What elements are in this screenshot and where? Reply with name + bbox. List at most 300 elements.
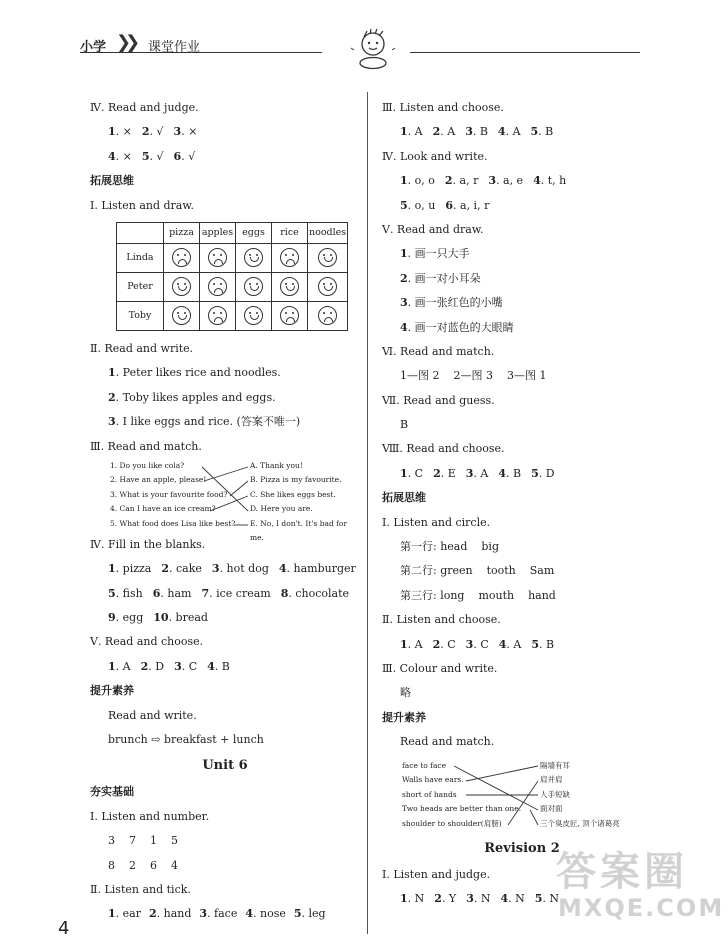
item-number: 2 bbox=[148, 907, 157, 921]
word-brunch: brunch bbox=[108, 733, 148, 747]
watermark-url: MXQE.COM bbox=[558, 894, 725, 922]
sentence-item: 1. Peter likes rice and noodles. bbox=[108, 366, 281, 380]
face-cell bbox=[308, 301, 348, 330]
item-answer: . hot dog bbox=[219, 562, 269, 576]
column-header: apples bbox=[200, 222, 236, 243]
answer-item bbox=[108, 125, 132, 138]
sad-face-icon bbox=[208, 306, 227, 325]
answer-item bbox=[498, 467, 521, 480]
match-left-item: 3. What is your favourite food? bbox=[110, 489, 228, 499]
match-right-item: D. Here you are. bbox=[250, 504, 313, 514]
match-right-item: 面对面 bbox=[540, 804, 563, 814]
match-left-item: face to face bbox=[402, 760, 447, 770]
sentence-item: 2. 画一对小耳朵 bbox=[400, 271, 481, 285]
happy-face-icon bbox=[280, 277, 299, 296]
section-title: Ⅰ. Listen and circle. bbox=[382, 515, 491, 529]
face-cell bbox=[308, 272, 348, 301]
item-number: 6 bbox=[152, 586, 161, 600]
face-cell bbox=[236, 272, 272, 301]
happy-face-icon bbox=[244, 306, 263, 325]
section-title: Read and write. bbox=[108, 708, 197, 722]
item-answer: . N bbox=[407, 891, 425, 905]
item-number: 2 bbox=[161, 562, 170, 576]
item-answer: . A bbox=[506, 637, 522, 651]
sad-face-icon bbox=[172, 248, 191, 267]
item-answer: . B bbox=[506, 466, 522, 480]
match-right-item: C. She likes eggs best. bbox=[250, 489, 336, 499]
item-answer: . hamburger bbox=[286, 562, 356, 576]
answer-row bbox=[90, 655, 360, 679]
arrow-right-icon: ⇨ bbox=[151, 733, 161, 747]
item-number: 3 bbox=[108, 415, 116, 429]
answer-text: 略 bbox=[400, 686, 411, 700]
answer-item bbox=[400, 199, 435, 212]
sentence-item: 3. I like eggs and rice. (答案不唯一) bbox=[108, 415, 301, 429]
word-parts: breakfast + lunch bbox=[163, 733, 264, 747]
item-number: 10 bbox=[153, 611, 169, 625]
answer-item bbox=[161, 562, 202, 575]
section-title: Read and match. bbox=[400, 735, 495, 749]
sad-face-icon bbox=[280, 248, 299, 267]
item-number: 4 bbox=[533, 174, 541, 188]
sentence-item: 3. 画一张红色的小嘴 bbox=[400, 296, 503, 310]
item-number: 5 bbox=[531, 637, 539, 651]
row-name: Toby bbox=[117, 301, 164, 330]
happy-face-icon bbox=[318, 277, 337, 296]
item-text: I like eggs and rice. (答案不唯一) bbox=[122, 415, 301, 429]
item-answer: . leg bbox=[301, 907, 326, 921]
word-formula bbox=[90, 728, 360, 752]
answer-item bbox=[488, 174, 523, 187]
item-text: Peter likes rice and noodles. bbox=[122, 366, 281, 380]
answer-item bbox=[465, 125, 488, 138]
answer-text: 1—图 2 2—图 3 3—图 1 bbox=[400, 369, 547, 383]
sad-face-icon bbox=[208, 248, 227, 267]
item-number: 3 bbox=[211, 562, 220, 576]
answer-item bbox=[433, 125, 456, 138]
item-number: 2 bbox=[433, 466, 441, 480]
heading-extend: 拓展思维 bbox=[382, 491, 426, 505]
answer-item bbox=[245, 907, 286, 920]
answer-item bbox=[108, 562, 151, 575]
item-answer: . C bbox=[440, 637, 456, 651]
answer-row bbox=[382, 462, 662, 486]
answer-item bbox=[108, 660, 131, 673]
section-title: Ⅲ. Read and match. bbox=[90, 439, 202, 453]
item-answer: . ice cream bbox=[209, 586, 271, 600]
row-name: Linda bbox=[117, 243, 164, 272]
answer-row bbox=[90, 145, 360, 169]
answer-item bbox=[153, 587, 192, 600]
answer-item bbox=[142, 125, 164, 138]
match-left-item: Two heads are better than one. bbox=[402, 804, 522, 814]
match-exercise bbox=[110, 459, 360, 543]
item-number: 2 bbox=[432, 125, 441, 139]
item-number: 4 bbox=[400, 320, 408, 334]
header-title: 课堂作业 bbox=[148, 40, 201, 55]
item-number: 2 bbox=[444, 174, 453, 188]
answer-row bbox=[382, 633, 662, 657]
match-left-list bbox=[110, 459, 235, 532]
item-number: 1 bbox=[400, 891, 408, 905]
section-title: Ⅳ. Read and judge. bbox=[90, 101, 199, 114]
circle-answer-row: 第三行: long mouth hand bbox=[400, 588, 556, 602]
column-header: eggs bbox=[236, 222, 272, 243]
section-title: Ⅰ. Listen and judge. bbox=[382, 867, 491, 881]
item-number: 1 bbox=[108, 366, 116, 380]
item-answer: . A bbox=[440, 125, 456, 139]
answer-item bbox=[153, 611, 208, 624]
answer-row bbox=[90, 120, 360, 144]
face-cell bbox=[308, 243, 348, 272]
answer-item bbox=[400, 638, 423, 651]
header-label: 小学 bbox=[80, 40, 107, 55]
answer-item bbox=[281, 587, 349, 600]
item-number: 6 bbox=[173, 149, 182, 163]
answer-item bbox=[445, 174, 478, 187]
answer-item bbox=[531, 467, 554, 480]
item-answer: . A bbox=[473, 466, 489, 480]
watermark-logo-text: 答案圈 bbox=[556, 849, 688, 895]
item-number: 5 bbox=[400, 198, 408, 212]
item-number: 4 bbox=[498, 466, 507, 480]
item-answer: . N bbox=[542, 891, 560, 905]
item-answer: . B bbox=[538, 125, 554, 139]
item-answer: . ear bbox=[115, 907, 141, 921]
header-rule-left bbox=[80, 52, 322, 53]
answer-item bbox=[201, 587, 270, 600]
section-title: Ⅱ. Listen and tick. bbox=[90, 882, 191, 896]
item-text: 画一对蓝色的大眼睛 bbox=[414, 320, 514, 334]
answer-text: B bbox=[400, 418, 409, 432]
item-number: 2 bbox=[140, 659, 149, 673]
answer-item bbox=[466, 467, 489, 480]
section-title: Ⅱ. Read and write. bbox=[90, 341, 194, 355]
answer-item bbox=[400, 467, 423, 480]
answer-item bbox=[174, 125, 198, 138]
item-answer: . N bbox=[508, 891, 525, 905]
right-column bbox=[382, 96, 662, 911]
table-row bbox=[117, 272, 348, 301]
table-corner bbox=[117, 222, 164, 243]
watermark bbox=[556, 840, 725, 922]
match-left-item: short of hands bbox=[402, 789, 457, 799]
item-answer: . chocolate bbox=[288, 586, 350, 600]
item-answer: . √ bbox=[149, 125, 164, 139]
item-answer: . t, h bbox=[540, 174, 567, 188]
column-divider bbox=[367, 92, 368, 934]
answer-item bbox=[108, 587, 143, 600]
item-answer: . √ bbox=[149, 149, 164, 163]
face-cell bbox=[236, 301, 272, 330]
item-number: 3 bbox=[400, 296, 408, 310]
item-number: 4 bbox=[108, 149, 116, 163]
item-number: 4 bbox=[498, 637, 507, 651]
column-header: pizza bbox=[164, 222, 200, 243]
answer-item bbox=[500, 892, 524, 905]
section-title: Ⅰ. Listen and number. bbox=[90, 809, 210, 823]
page-number: 4 bbox=[58, 918, 70, 939]
item-answer: . a, i, r bbox=[453, 198, 490, 212]
item-number: 5 bbox=[530, 125, 539, 139]
circle-answer-row: 第二行: green tooth Sam bbox=[400, 564, 555, 578]
face-cell bbox=[200, 272, 236, 301]
answer-item bbox=[141, 660, 164, 673]
item-answer: . Y bbox=[441, 891, 457, 905]
sad-face-icon bbox=[208, 277, 227, 296]
item-number: 4 bbox=[500, 891, 509, 905]
item-number: 4 bbox=[278, 562, 287, 576]
section-title: Ⅳ. Fill in the blanks. bbox=[90, 537, 206, 551]
item-number: 3 bbox=[174, 659, 182, 673]
section-title: Ⅴ. Read and choose. bbox=[90, 635, 204, 649]
answer-item bbox=[108, 907, 141, 920]
match-right-item: A. Thank you! bbox=[250, 460, 303, 470]
answer-item bbox=[199, 907, 237, 920]
happy-face-icon bbox=[318, 248, 337, 267]
happy-face-icon bbox=[172, 277, 191, 296]
answer-row bbox=[382, 120, 662, 144]
item-answer: . × bbox=[181, 125, 198, 139]
sad-face-icon bbox=[280, 306, 299, 325]
heading-extend: 拓展思维 bbox=[90, 174, 134, 188]
table-row bbox=[117, 301, 348, 330]
circle-answer-row: 第一行: head big bbox=[400, 540, 499, 554]
item-answer: . B bbox=[472, 125, 488, 139]
mascot-icon bbox=[348, 28, 398, 72]
item-answer: . × bbox=[115, 125, 132, 139]
sad-face-icon bbox=[318, 306, 337, 325]
heading-improve: 提升素养 bbox=[90, 684, 134, 698]
answer-row bbox=[90, 557, 360, 581]
sentence-item: 4. 画一对蓝色的大眼睛 bbox=[400, 320, 514, 334]
answer-item bbox=[108, 611, 143, 624]
sentence-item: 2. Toby likes apples and eggs. bbox=[108, 390, 276, 404]
match-right-item: 人手短缺 bbox=[540, 789, 570, 799]
match-right-item: 肩并肩 bbox=[540, 775, 563, 785]
column-header: rice bbox=[272, 222, 308, 243]
item-number: 6 bbox=[445, 198, 454, 212]
item-number: 1 bbox=[108, 907, 116, 921]
answer-item bbox=[533, 174, 566, 187]
match-right-item: B. Pizza is my favourite. bbox=[250, 475, 342, 485]
item-number: 2 bbox=[400, 271, 408, 285]
item-number: 3 bbox=[173, 125, 182, 139]
happy-face-icon bbox=[172, 306, 191, 325]
item-answer: . bread bbox=[168, 611, 208, 625]
item-number: 1 bbox=[400, 125, 408, 139]
item-answer: . a, r bbox=[452, 174, 479, 188]
heading-basic: 夯实基础 bbox=[90, 785, 134, 799]
answer-row bbox=[90, 606, 360, 630]
section-title: Ⅰ. Listen and draw. bbox=[90, 198, 194, 212]
number-row: 3 7 1 5 bbox=[108, 834, 178, 848]
row-name: Peter bbox=[117, 272, 164, 301]
item-answer: . × bbox=[115, 149, 132, 163]
answer-item bbox=[400, 125, 423, 138]
faces-table bbox=[116, 222, 348, 331]
face-cell bbox=[236, 243, 272, 272]
item-answer: . o, o bbox=[407, 174, 435, 188]
answer-item bbox=[108, 150, 132, 163]
item-answer: . B bbox=[539, 637, 555, 651]
item-answer: . D bbox=[538, 466, 555, 480]
number-row: 8 2 6 4 bbox=[108, 858, 178, 872]
match-right-item: 隔墙有耳 bbox=[540, 760, 570, 770]
item-number: 3 bbox=[465, 125, 473, 139]
item-answer: . cake bbox=[169, 562, 202, 576]
answer-row bbox=[90, 902, 360, 926]
item-answer: . √ bbox=[181, 149, 196, 163]
item-answer: . o, u bbox=[407, 198, 436, 212]
face-cell bbox=[164, 301, 200, 330]
item-number: 5 bbox=[108, 586, 116, 600]
item-number: 5 bbox=[534, 891, 543, 905]
answer-item bbox=[400, 174, 435, 187]
item-answer: . ham bbox=[160, 586, 192, 600]
match-right-item: E. No, I don't. It's bad for me. bbox=[250, 518, 348, 543]
match-left-item: 1. Do you like cola? bbox=[110, 460, 185, 470]
item-number: 1 bbox=[108, 125, 116, 139]
item-number: 4 bbox=[245, 907, 254, 921]
answer-row bbox=[382, 169, 662, 193]
section-title: Ⅵ. Read and match. bbox=[382, 344, 495, 358]
table-row bbox=[117, 243, 348, 272]
item-number: 2 bbox=[108, 390, 116, 404]
item-text: Toby likes apples and eggs. bbox=[122, 390, 276, 404]
item-answer: . N bbox=[473, 891, 491, 905]
heading-improve: 提升素养 bbox=[382, 710, 426, 724]
item-number: 2 bbox=[432, 637, 441, 651]
match-right-list bbox=[250, 459, 360, 546]
answer-item bbox=[174, 150, 196, 163]
item-number: 5 bbox=[293, 907, 302, 921]
item-text: 画一张红色的小嘴 bbox=[414, 296, 503, 310]
item-text: 画一对小耳朵 bbox=[414, 271, 481, 285]
item-answer: . C bbox=[181, 659, 198, 673]
section-title: Ⅷ. Read and choose. bbox=[382, 442, 505, 456]
answer-item bbox=[142, 150, 164, 163]
item-number: 2 bbox=[434, 891, 442, 905]
section-title: Ⅱ. Listen and choose. bbox=[382, 613, 501, 627]
match-left-list bbox=[402, 759, 521, 832]
face-cell bbox=[164, 272, 200, 301]
answer-item bbox=[498, 125, 521, 138]
item-answer: . A bbox=[505, 125, 521, 139]
answer-item bbox=[466, 638, 489, 651]
answer-item bbox=[466, 892, 490, 905]
answer-item bbox=[279, 562, 356, 575]
sentence-item: 1. 画一只大手 bbox=[400, 247, 470, 261]
item-number: 9 bbox=[108, 611, 116, 625]
answer-item bbox=[531, 125, 554, 138]
item-text: 画一只大手 bbox=[414, 247, 470, 261]
section-title: Ⅶ. Read and guess. bbox=[382, 393, 495, 407]
section-title: Ⅴ. Read and draw. bbox=[382, 222, 484, 236]
item-number: 2 bbox=[141, 125, 150, 139]
item-number: 4 bbox=[207, 659, 215, 673]
item-answer: . face bbox=[207, 907, 238, 921]
item-answer: . D bbox=[148, 659, 165, 673]
item-answer: . A bbox=[115, 659, 131, 673]
match-right-item: 三个臭皮匠, 顶个诸葛亮 bbox=[540, 818, 620, 828]
match-left-item: 4. Can I have an ice cream? bbox=[110, 504, 216, 514]
match-left-item: 2. Have an apple, please! bbox=[110, 475, 207, 485]
item-answer: . C bbox=[407, 466, 424, 480]
item-number: 1 bbox=[400, 174, 408, 188]
item-number: 3 bbox=[488, 174, 497, 188]
left-column bbox=[90, 96, 360, 927]
item-answer: . nose bbox=[253, 907, 286, 921]
item-answer: . pizza bbox=[115, 562, 152, 576]
match-right-list bbox=[540, 759, 620, 832]
item-number: 1 bbox=[400, 247, 408, 261]
answer-row bbox=[90, 582, 360, 606]
match-exercise bbox=[402, 755, 662, 835]
match-left-item: shoulder to shoulder(肩膀) bbox=[402, 818, 502, 828]
answer-item bbox=[207, 660, 230, 673]
face-cell bbox=[272, 243, 308, 272]
item-answer: . egg bbox=[115, 611, 144, 625]
section-title: Ⅲ. Colour and write. bbox=[382, 661, 498, 675]
answer-item bbox=[149, 907, 191, 920]
answer-row bbox=[382, 194, 662, 218]
unit-title: Unit 6 bbox=[202, 758, 248, 774]
item-number: 1 bbox=[400, 637, 408, 651]
answer-item bbox=[212, 562, 269, 575]
happy-face-icon bbox=[244, 248, 263, 267]
face-cell bbox=[200, 243, 236, 272]
item-number: 3 bbox=[199, 907, 208, 921]
answer-item bbox=[294, 907, 326, 920]
item-number: 8 bbox=[280, 586, 289, 600]
chevron-icon: ❯❯ bbox=[116, 32, 135, 53]
item-answer: . a, e bbox=[496, 174, 524, 188]
item-number: 4 bbox=[497, 125, 506, 139]
item-number: 1 bbox=[400, 466, 408, 480]
answer-item bbox=[433, 638, 456, 651]
item-answer: . A bbox=[407, 125, 423, 139]
item-number: 3 bbox=[465, 637, 474, 651]
answer-item bbox=[174, 660, 197, 673]
item-answer: . E bbox=[440, 466, 456, 480]
face-cell bbox=[164, 243, 200, 272]
item-answer: . fish bbox=[115, 586, 143, 600]
answer-item bbox=[499, 638, 522, 651]
item-number: 3 bbox=[465, 466, 474, 480]
answer-item bbox=[433, 467, 456, 480]
match-left-item: Walls have ears. bbox=[402, 775, 464, 785]
face-cell bbox=[200, 301, 236, 330]
item-number: 5 bbox=[141, 149, 150, 163]
item-answer: . C bbox=[473, 637, 489, 651]
column-header: noodles bbox=[308, 222, 348, 243]
revision-title: Revision 2 bbox=[484, 840, 560, 856]
item-answer: . B bbox=[214, 659, 230, 673]
header-rule-right bbox=[410, 52, 640, 53]
face-cell bbox=[272, 272, 308, 301]
match-left-item: 5. What food does Lisa like best? bbox=[110, 518, 236, 528]
item-answer: . A bbox=[407, 637, 423, 651]
table-header-row bbox=[117, 222, 348, 243]
item-number: 1 bbox=[108, 562, 116, 576]
answer-item bbox=[531, 638, 554, 651]
section-title: Ⅳ. Look and write. bbox=[382, 149, 488, 163]
answer-item bbox=[445, 199, 489, 212]
section-title: Ⅲ. Listen and choose. bbox=[382, 101, 504, 114]
page-header bbox=[80, 34, 640, 74]
item-number: 3 bbox=[466, 891, 474, 905]
